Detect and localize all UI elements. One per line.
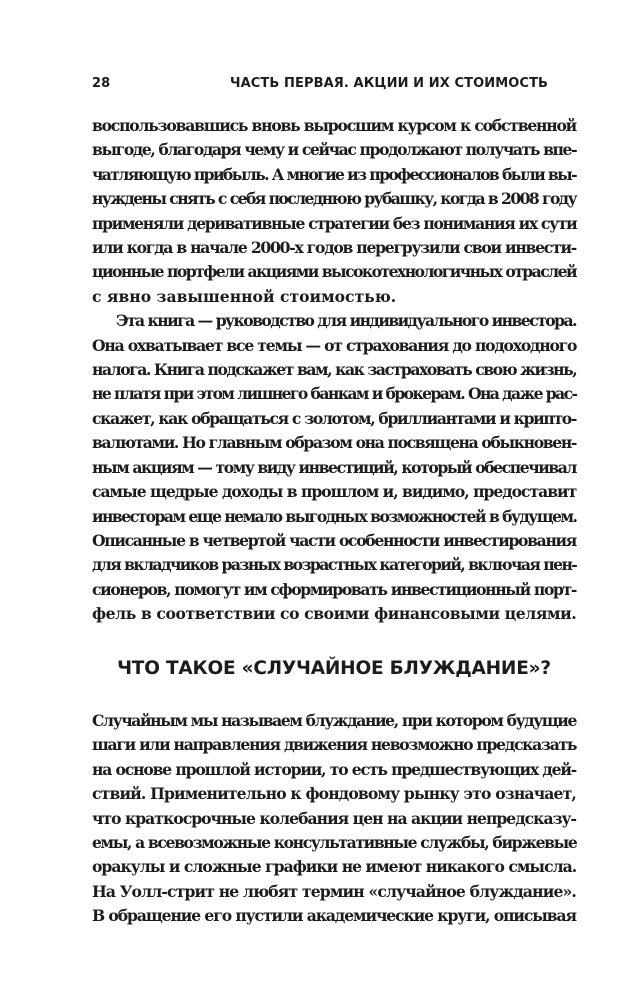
text-line: применяли деривативные стратегии без понимания их сути <box>92 213 577 233</box>
text-line: или когда в начале 2000-х годов перегрузили свои инвести- <box>92 238 576 258</box>
running-header <box>92 76 572 96</box>
text-line: ционные портфели акциями высокотехнологичных отраслей <box>92 262 576 282</box>
text-line: выгоде, благодаря чему и сейчас продолжают получать впе- <box>92 140 577 160</box>
text-line: ным акциям — тому виду инвестиций, который обеспечивал <box>92 457 576 477</box>
text-line: емы, а всевозможные консультативные службы, биржевые <box>92 832 577 852</box>
text-line: нуждены снять с себя последнюю рубашку, когда в 2008 году <box>92 189 576 209</box>
paragraph <box>92 114 576 309</box>
text-line: Эта книга — руководство для индивидуального инвестора. <box>116 311 576 331</box>
text-line: воспользовавшись вновь выросшим курсом к собственной <box>92 116 576 135</box>
text-line: На Уолл-стрит не любят термин «случайное блуждание». <box>92 881 576 901</box>
body-text <box>92 114 576 929</box>
text-line: скажет, как обращаться с золотом, бриллиантами и крипто- <box>92 408 576 428</box>
text-line: Случайным мы называем блуждание, при котором будущие <box>92 710 576 730</box>
text-line: самые щедрые доходы в прошлом и, видимо, предоставит <box>92 482 577 502</box>
text-line: Описанные в четвертой части особенности инвестирования <box>92 530 576 550</box>
text-line: чатляющую прибыль. А многие из профессионалов были вы- <box>92 164 577 184</box>
text-line: фель в соответствии со своими финансовыми целями. <box>92 604 577 624</box>
text-line: Она охватывает все темы — от страхования до подоходного <box>92 335 577 355</box>
text-line: валютами. Но главным образом она посвящена обыкновен- <box>92 433 576 453</box>
section-heading: ЧТО ТАКОЕ «СЛУЧАЙНОЕ БЛУЖДАНИЕ»? <box>117 657 551 679</box>
running-title: ЧАСТЬ ПЕРВАЯ. АКЦИИ И ИХ СТОИМОСТЬ <box>230 76 549 91</box>
text-line: не платя при этом лишнего банкам и брокерам. Она даже рас- <box>92 384 577 404</box>
text-line: ствий. Применительно к фондовому рынку это означает, <box>92 784 576 804</box>
text-line: оракулы и сложные графики не имеют никакого смысла. <box>92 857 577 877</box>
text-line: шаги или направления движения невозможно предсказать <box>92 735 577 755</box>
text-line: инвесторам еще немало выгодных возможностей в будущем. <box>92 506 577 526</box>
paragraph <box>92 709 576 929</box>
paragraph <box>92 309 576 626</box>
text-line: налога. Книга подскажет вам, как застраховать свою жизнь, <box>92 360 577 380</box>
page-number: 28 <box>92 76 111 91</box>
text-line: для вкладчиков разных возрастных категорий, включая пен- <box>92 555 577 575</box>
text-line: на основе прошлой истории, то есть предшествующих дей- <box>92 759 577 779</box>
text-line: что краткосрочные колебания цен на акции непредсказу- <box>92 808 577 828</box>
text-line: В обращение его пустили академические круги, описывая <box>92 906 576 926</box>
text-line: с явно завышенной стоимостью. <box>92 286 397 306</box>
text-line: сионеров, помогут им сформировать инвестиционный порт- <box>92 579 576 599</box>
